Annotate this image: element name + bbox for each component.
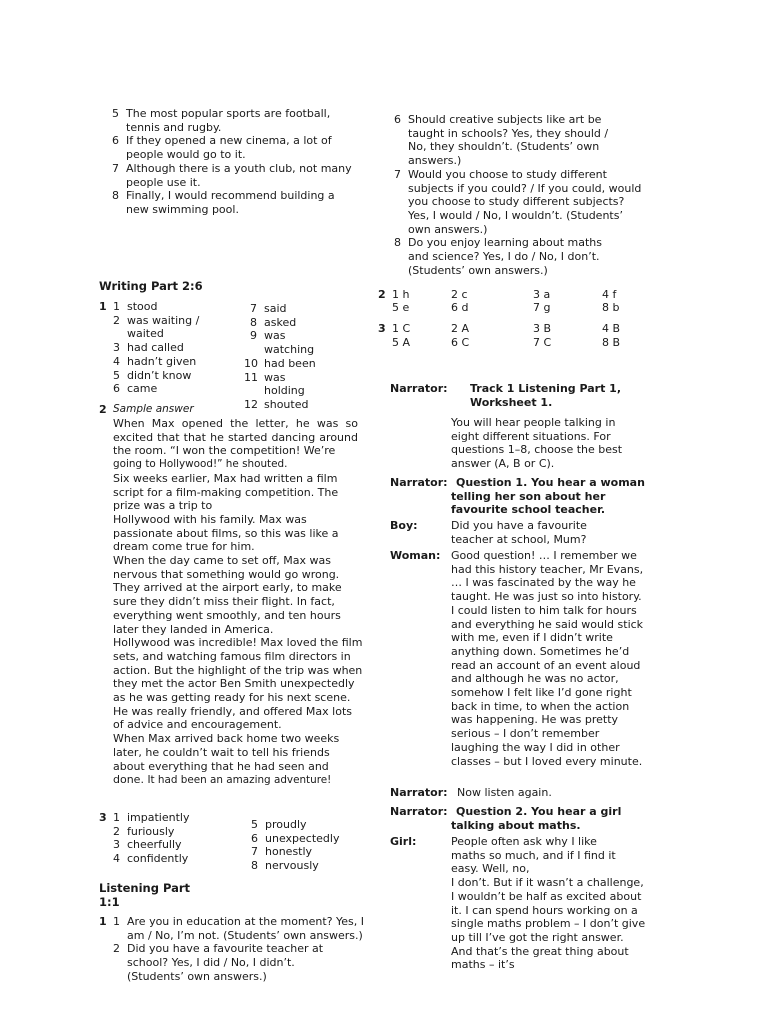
top-list [112, 107, 352, 217]
transcript-line: Question 1. You hear a woman telling her son about her favourite school teacher. [451, 476, 645, 517]
paragraph: When Max opened the letter, he was so excited that that he started dancing around the room. “I won the competition! We’re [113, 417, 358, 458]
list-item: 8 Finally, I would recommend building a new swimming pool. [112, 189, 335, 216]
speaker-label-narrator: Narrator: [390, 476, 448, 489]
answer-grid-2 [392, 288, 652, 316]
list-item: 10 had been [244, 356, 316, 370]
speaker-label-boy: Boy: [390, 519, 418, 532]
answer-cell: 7 g [533, 301, 551, 314]
answer-cell: 6 C [451, 336, 470, 349]
verb-answers-left [113, 300, 223, 396]
list-item: 8 asked [250, 315, 297, 329]
exercise-number: 1 [99, 300, 107, 313]
transcript-line: Question 2. You hear a girl talking about maths. [451, 805, 622, 832]
list-item: 5 The most popular sports are football, tennis and rugby. [112, 107, 331, 134]
list-item: 5 didn’t know [113, 368, 192, 382]
transcript-line: Now listen again. [457, 786, 552, 799]
answer-cell: 4 f [602, 288, 617, 301]
transcript-line: People often ask why I like maths so much, and if I find it easy. Well, no, I don’t. But if it wasn’t a challenge, I wouldn’t be half as excited about it. I can spend hours working on a single maths problem – I don’t give up till I’ve got the right answer. And that’s the great thing about maths – it’s [451, 835, 646, 972]
transcript-line: Did you have a favourite teacher at school, Mum? [451, 519, 587, 546]
list-item: 1 impatiently [113, 811, 190, 824]
exercise-number: 3 [378, 322, 386, 335]
list-item: 7 Would you choose to study different subjects if you could? / If you could, would you choose to study different subjects? Yes, I would / No, I wouldn’t. (Students’ own answers.) [394, 167, 642, 236]
list-item: 1 Are you in education at the moment? Yes, I am / No, I’m not. (Students’ own answers.) [113, 915, 365, 942]
answer-cell: 4 B [602, 322, 621, 335]
list-item: 9 was watching [250, 329, 315, 357]
adverb-answers-left [113, 811, 233, 866]
list-item: 6 Should creative subjects like art be taught in schools? Yes, they should / No, they shouldn’t. (Students’ own answers.) [394, 113, 609, 168]
sample-answer-label: Sample answer [113, 403, 194, 415]
list-item: 6 unexpectedly [251, 831, 340, 845]
exercise-number: 1 [99, 915, 107, 928]
list-item: 6 If they opened a new cinema, a lot of people would go to it. [112, 134, 332, 162]
answer-cell: 2 c [451, 288, 468, 301]
answer-cell: 5 A [392, 336, 411, 349]
answer-cell: 8 B [602, 336, 621, 349]
list-item: 3 cheerfully [113, 838, 182, 852]
speaker-label-woman: Woman: [390, 549, 441, 562]
list-item: 7 said [250, 302, 287, 315]
list-item: 7 honestly [251, 845, 313, 859]
list-item: 2 Did you have a favourite teacher at school? Yes, I did / No, I didn’t. (Students’ own answers.) [113, 942, 324, 983]
answer-cell: 5 e [392, 301, 410, 314]
right-top-list [394, 113, 650, 277]
answer-cell: 3 B [533, 322, 552, 335]
paragraph: going to Hollywood!” he shouted. [113, 458, 288, 471]
list-item: 2 was waiting / waited [113, 313, 200, 341]
list-item: 11 was holding [244, 370, 305, 398]
list-item: 4 hadn’t given [113, 354, 197, 368]
verb-answers-right [244, 302, 324, 412]
writing-heading: Writing Part 2:6 [99, 279, 203, 293]
answer-cell: 7 C [533, 336, 552, 349]
list-item: 1 stood [113, 300, 158, 313]
answer-cell: 1 C [392, 322, 411, 335]
transcript-line: Track 1 Listening Part 1, Worksheet 1. [470, 382, 622, 409]
answer-cell: 6 d [451, 301, 469, 314]
paragraph: Hollywood with his family. Max was passionate about films, so this was like a dream come true for him. [113, 512, 339, 554]
speaker-label-narrator: Narrator: [390, 805, 448, 818]
answer-cell: 1 h [392, 288, 410, 301]
paragraph: Hollywood was incredible! Max loved the film sets, and watching famous film directors in action. But the highlight of the trip was when they met the actor Ben Smith unexpectedly as he was getting ready for his next scene. He was really friendly, and offered Max lots of advice and encouragement. [113, 636, 363, 732]
speaker-label-narrator: Narrator: [390, 786, 448, 799]
answer-cell: 8 b [602, 301, 620, 314]
paragraph: When the day came to set off, Max was nervous that something would go wrong. They arrived at the airport early, to make sure they didn’t miss their flight. In fact, everything went smoothly, and ten hours later they landed in America. [113, 554, 342, 636]
adverb-answers-right [251, 818, 361, 873]
list-item: 6 came [113, 382, 158, 396]
speaker-label-narrator: Narrator: [390, 382, 448, 395]
list-item: 8 Do you enjoy learning about maths and science? Yes, I do / No, I don’t. (Students’ own answers.) [394, 236, 603, 277]
list-item: 4 confidently [113, 852, 189, 866]
list-item: 8 nervously [251, 859, 319, 873]
listening-answers [113, 915, 365, 984]
sample-answer-text [113, 417, 363, 788]
exercise-number: 2 [378, 288, 386, 301]
answer-cell: 3 a [533, 288, 551, 301]
transcript-line: Good question! … I remember we had this history teacher, Mr Evans, … I was fascinated by the way he taught. He was just so into history. I could listen to him talk for hours and everything he said would stick with me, even if I didn’t write anything down. Sometimes he’d read an account of an event aloud and although he was no actor, somehow I felt like I’d gone right back in time, to when the action was happening. He was pretty serious – I don’t remember laughing the way I did in other classes – but I loved every minute. [451, 549, 644, 768]
list-item: 3 had called [113, 341, 184, 355]
speaker-label-girl: Girl: [390, 835, 417, 848]
list-item: 2 furiously [113, 824, 175, 838]
listening-heading: Listening Part 1:1 [99, 881, 191, 909]
answer-grid-3 [392, 322, 652, 350]
list-item: 7 Although there is a youth club, not many people use it. [112, 161, 352, 189]
list-item: 12 shouted [244, 397, 309, 411]
exercise-number: 2 [99, 403, 107, 416]
exercise-number: 3 [99, 811, 107, 824]
paragraph: When Max arrived back home two weeks later, he couldn’t wait to tell his friends about everything that he had seen and done. It had been an amazing adventure! [113, 732, 340, 787]
paragraph: Six weeks earlier, Max had written a film script for a film-making competition. The prize was a trip to [113, 471, 339, 513]
transcript-line: You will hear people talking in eight different situations. For questions 1–8, choose the best answer (A, B or C). [451, 416, 623, 471]
list-item: 5 proudly [251, 818, 307, 831]
answer-cell: 2 A [451, 322, 470, 335]
